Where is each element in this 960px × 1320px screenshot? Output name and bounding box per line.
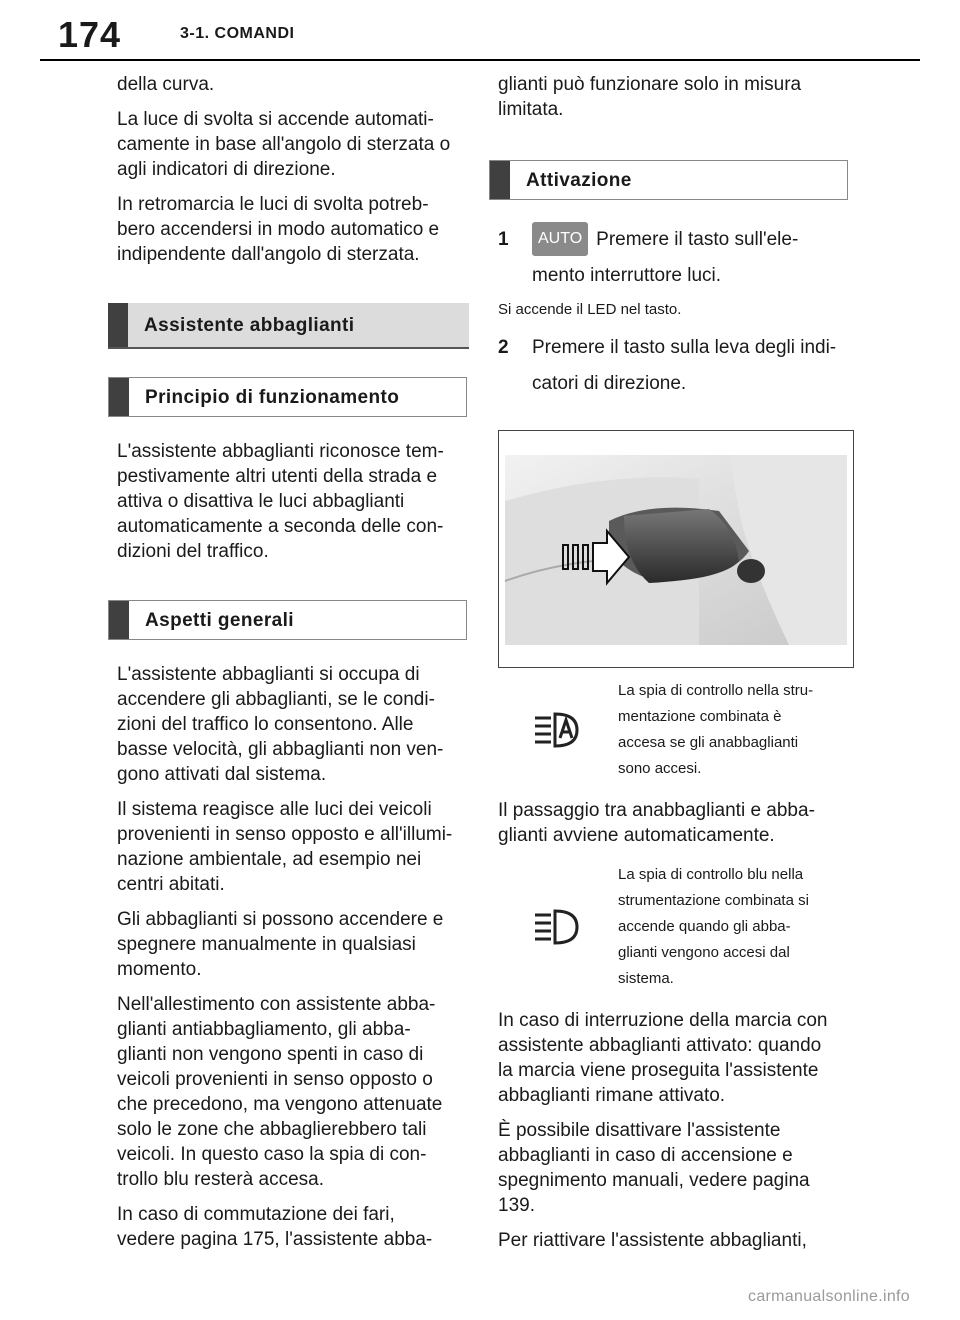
high-beam-assistant-icon — [498, 710, 618, 750]
heading-aspetti-generali — [108, 600, 467, 640]
step-1 — [498, 222, 858, 294]
page-number: 174 — [58, 14, 122, 55]
step-number: 1 — [498, 229, 509, 250]
indicator-high-beam-row — [498, 862, 858, 992]
paragraph: Il passaggio tra anabbaglianti e abba- glianti avviene automaticamente. — [498, 800, 815, 846]
heading-label: Attivazione — [526, 169, 632, 191]
right-column — [498, 72, 858, 1263]
left-column — [117, 72, 469, 1262]
section-title: 3-1. COMANDI — [180, 25, 295, 42]
turn-signal-lever-illustration — [498, 430, 854, 668]
watermark: carmanualsonline.info — [748, 1288, 910, 1305]
paragraph: In caso di commutazione dei fari, vedere pagina 175, l'assistente abba- — [117, 1204, 433, 1250]
high-beam-icon — [498, 907, 618, 947]
indicator-low-beam-row — [498, 678, 858, 782]
heading-label: Principio di funzionamento — [145, 386, 400, 408]
paragraph: Per riattivare l'assistente abbaglianti, — [498, 1230, 807, 1251]
auto-button-icon: AUTO — [532, 222, 588, 256]
indicator-description: La spia di controllo blu nella strumentazione combinata si accende quando gli abba- glianti vengono accesi dal sistema. — [618, 866, 809, 987]
indicator-description: La spia di controllo nella stru- mentazione combinata è accesa se gli anabbaglianti sono accesi. — [618, 682, 814, 777]
step-text: Premere il tasto sull'ele- mento interruttore luci. — [532, 229, 799, 286]
paragraph: L'assistente abbaglianti si occupa di accendere gli abbaglianti, se le condi- zioni del traffico lo consentono. Alle basse velocità, gli abbaglianti non ven- gono attivati dal sistema. — [117, 664, 444, 785]
paragraph: La luce di svolta si accende automati- camente in base all'angolo di sterzata o agli indicatori di direzione. — [117, 109, 451, 180]
heading-bar — [109, 601, 129, 639]
heading-assistente-abbaglianti — [108, 303, 469, 349]
paragraph: Il sistema reagisce alle luci dei veicoli provenienti in senso opposto e all'illumi- nazione ambientale, ad esempio nei centri abitati. — [117, 799, 453, 895]
paragraph: In retromarcia le luci di svolta potreb- bero accendersi in modo automatico e indipendente dall'angolo di sterzata. — [117, 194, 440, 265]
step-text: Premere il tasto sulla leva degli indi- catori di direzione. — [532, 337, 837, 394]
step-note: Si accende il LED nel tasto. — [498, 301, 682, 318]
heading-label: Aspetti generali — [145, 609, 294, 631]
paragraph: Gli abbaglianti si possono accendere e spegnere manualmente in qualsiasi momento. — [117, 909, 444, 980]
heading-principio — [108, 377, 467, 417]
paragraph: glianti può funzionare solo in misura limitata. — [498, 74, 802, 120]
heading-attivazione — [489, 160, 848, 200]
paragraph: L'assistente abbaglianti riconosce tem- pestivamente altri utenti della strada e attiva o disattiva le luci abbaglianti automaticamente a seconda delle con- dizioni del traffico. — [117, 441, 444, 562]
paragraph: Nell'allestimento con assistente abba- glianti antiabbagliamento, gli abba- glianti non vengono spenti in caso di veicoli provenienti in senso opposto o che precedono, ma vengono attenuate solo le zone che abbaglierebbero tali veicoli. In questo caso la spia di con- trollo blu resterà accesa. — [117, 994, 443, 1190]
heading-bar — [109, 378, 129, 416]
heading-label: Assistente abbaglianti — [144, 314, 355, 336]
heading-bar — [490, 161, 510, 199]
header-rule — [40, 59, 920, 61]
step-2 — [498, 330, 858, 402]
heading-bar — [108, 303, 128, 347]
paragraph: È possibile disattivare l'assistente abbaglianti in caso di accensione e spegnimento manuali, vedere pagina 139. — [498, 1120, 810, 1216]
step-number: 2 — [498, 337, 509, 358]
paragraph: In caso di interruzione della marcia con assistente abbaglianti attivato: quando la marcia viene proseguita l'assistente abbaglianti rimane attivato. — [498, 1010, 828, 1106]
paragraph: della curva. — [117, 74, 215, 95]
